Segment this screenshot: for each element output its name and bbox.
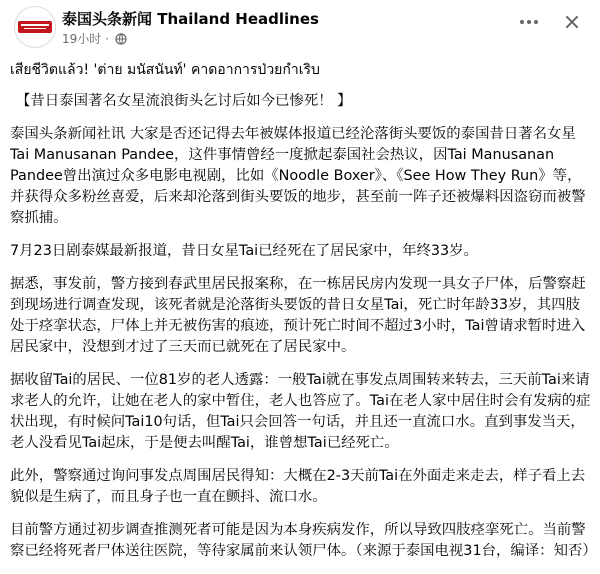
- close-icon[interactable]: [560, 10, 584, 34]
- post-headline: 【昔日泰国著名女星流浪街头乞讨后如今已惨死！ 】: [16, 93, 352, 109]
- paragraph: 此外，警察通过询问事发点周围居民得知：大概在2-3天前Tai在外面走来走去，样子看上去貌似是生病了，而且身子也一直在颤抖、流口水。: [10, 468, 586, 505]
- post-header: [0, 0, 600, 56]
- page-avatar[interactable]: [14, 6, 56, 48]
- post-body: [10, 60, 597, 574]
- thai-title: เสียชีวิตแล้ว! 'ต่าย มนัสนันท์' คาดอาการป่วยกำเริบ: [10, 62, 320, 78]
- globe-icon: [115, 33, 127, 45]
- post-time[interactable]: 19小时: [62, 32, 102, 46]
- paragraph: 泰国头条新闻社讯 大家是否还记得去年被媒体报道已经沦落街头要饭的泰国昔日著名女星Tai Manusanan Pandee，这件事情曾经一度掀起泰国社会热议，因Tai Manusanan Pandee曾出演过众多电影电视剧，比如《Noodle Boxer》、《See How They Run》等，并获得众多粉丝喜爱，后来却沦落到街头要饭的地步，甚至前一阵子还被爆料因盗窃而被警察抓捕。: [10, 126, 586, 226]
- paragraph: 据悉，事发前，警方接到春武里居民报案称，在一栋居民房内发现一具女子尸体，后警察赶到现场进行调查发现，该死者就是沦落街头要饭的昔日女星Tai，死亡时年龄33岁，其四肢处于痉挛状态，尸体上并无被伤害的痕迹，预计死亡时间不超过3小时，Tai曾请求暂时进入居民家中，没想到才过了三天而已就死在了居民家中。: [10, 276, 586, 355]
- thailand-headlines-logo: [18, 21, 52, 33]
- post-meta: [62, 30, 127, 47]
- paragraph: 目前警方通过初步调查推测死者可能是因为本身疾病发作，所以导致四肢痉挛死亡。当前警察已经将死者尸体送往医院，等待家属前来认领尸体。（来源于泰国电视31台，编译：知否）: [10, 522, 597, 559]
- paragraph: 7月23日剧泰媒最新报道，昔日女星Tai已经死在了居民家中，年终33岁。: [10, 243, 478, 259]
- paragraph: 据收留Tai的居民、一位81岁的老人透露：一般Tai就在事发点周围转来转去，三天前Tai来请求老人的允许，让她在老人的家中暂住，老人也答应了。Tai在老人家中居住时会有发病的症状出现，有时候问Tai10句话，但Tai只会回答一句话，并且还一直流口水。直到事发当天，老人没看见Tai起床，于是便去叫醒Tai，谁曾想Tai已经死亡。: [10, 372, 591, 451]
- more-options-button[interactable]: [514, 10, 544, 34]
- more-horizontal-icon: [520, 20, 524, 24]
- meta-separator: ·: [101, 32, 113, 46]
- page-name[interactable]: 泰国头条新闻 Thailand Headlines: [62, 10, 319, 28]
